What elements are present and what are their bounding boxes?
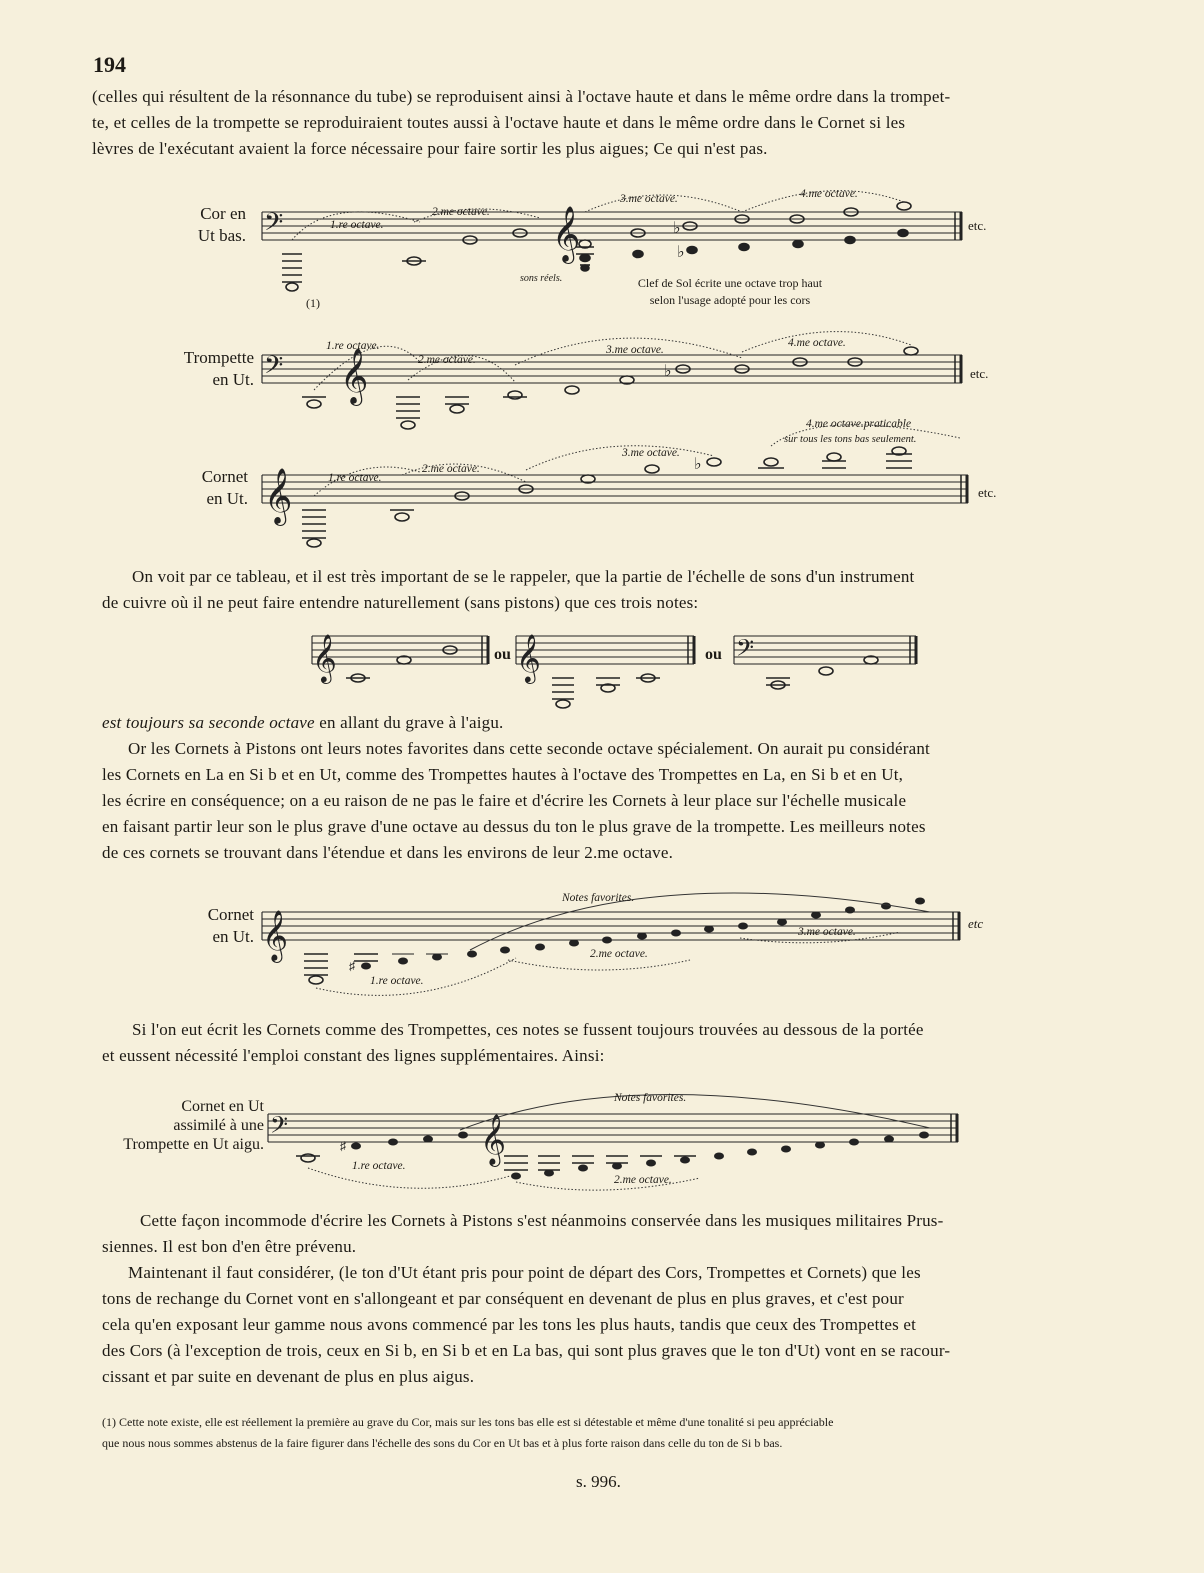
cornet-label: Cornet en Ut. (207, 905, 254, 946)
paragraph: Maintenant il faut considérer, (le ton d'Ut étant pris pour point de départ des Cors, Trompettes et Cornets) que les tons de rechange du Cornet vont en s'allongeant et par conséquent en devenant de plus en plus graves, et c'est pour cela qu'en exposant leur gamme nous avons commencé par les tons les plus hauts, tandis que ceux des Trompettes et des Cors (à l'exception de trois, ceux en Si b, en Si b et en La bas, qui sont plus graves que le ton d'Ut) vont en se racour- cissant et par suite en devenant de plus en plus aigus. (102, 1263, 951, 1386)
three-notes-figure (0, 625, 1204, 715)
octave-label: 2.me octave. (418, 354, 476, 366)
octave-label: 2.me octave. (590, 948, 648, 960)
page-number: 194 (93, 52, 126, 77)
svg-text:♯: ♯ (349, 959, 355, 973)
footnote: (1) Cette note existe, elle est réellement la première au grave du Cor, mais sur les tons bas elle est si détestable et même d'une tonalité si peu appréciable que nous nous sommes abstenus de la faire figurer dans l'échelle des sons du Cor en Ut bas et à plus forte raison dans celle du ton de Si b bas. (102, 1415, 834, 1450)
paragraph: Si l'on eut écrit les Cornets comme des Trompettes, ces notes se fussent toujours trouvées au dessous de la portée et eussent nécessité l'emploi constant des lignes supplémentaires. Ainsi: (102, 1020, 924, 1065)
octave-label: 4.me octave.praticable (806, 418, 912, 430)
octave-label: 3.me octave. (620, 193, 678, 205)
treble-clef-icon: 𝄞 (552, 208, 581, 261)
treble-clef-icon: 𝄞 (480, 1115, 507, 1164)
intro-paragraph (92, 84, 1132, 162)
harmonic-series-figure (0, 180, 1204, 560)
text-line: lèvres de l'exécutant avaient la force nécessaire pour faire sortir les plus aigues; Ce qui n'est pas. (92, 139, 768, 158)
sons-reels-label: sons réels. (520, 273, 563, 284)
text-line: (celles qui résultent de la résonnance du tube) se reproduisent ainsi à l'octave haute et dans le même ordre dans la trompet- (92, 87, 951, 106)
octave-label: 4.me octave. (800, 188, 858, 200)
treble-clef-icon: 𝄞 (340, 350, 369, 403)
trompette-label: Trompette en Ut. (183, 348, 254, 389)
emphasis: est toujours sa seconde octave (102, 713, 315, 732)
bass-clef-icon: 𝄢 (736, 636, 755, 667)
octave-label: 1.re octave. (370, 975, 424, 987)
cornet-assimile-label: Cornet en Ut assimilé à une Trompette en Ut aigu. (123, 1098, 264, 1153)
cor-label: Cor en Ut bas. (197, 204, 246, 245)
favorite-notes-label: Notes favorites. (614, 1092, 687, 1104)
trompette-notes (302, 347, 918, 429)
bass-clef-icon: 𝄢 (270, 1113, 289, 1144)
cor-note-1-marker: (1) (306, 296, 320, 310)
octave-label: 1.re octave. (352, 1160, 406, 1172)
svg-text:♭: ♭ (664, 363, 672, 380)
svg-text:♭: ♭ (694, 456, 702, 473)
treble-clef-icon: 𝄞 (262, 911, 289, 960)
octave-label: 4.me octave. (788, 337, 846, 349)
octave-label: 2.me octave. (614, 1174, 672, 1186)
cornet-notes (302, 447, 912, 547)
plate-number: s. 996. (576, 1472, 621, 1491)
octave-label: 3.me octave. (798, 926, 856, 938)
bass-clef-icon: 𝄢 (264, 209, 284, 242)
svg-text:♯: ♯ (340, 1139, 346, 1153)
octave-label: 1.re octave. (328, 472, 382, 484)
bass-clef-icon: 𝄢 (264, 352, 284, 385)
cornet-label: Cornet en Ut. (201, 467, 248, 508)
ou-separator: ou (494, 646, 511, 663)
svg-text:♭: ♭ (673, 220, 681, 237)
clef-note: Clef de Sol écrite une octave trop haut selon l'usage adopté pour les cors (637, 276, 823, 307)
svg-text:♭: ♭ (677, 244, 685, 261)
etc-label: etc. (978, 485, 997, 500)
treble-clef-icon: 𝄞 (516, 636, 541, 682)
octave-label: sur tous les tons bas seulement. (784, 434, 917, 445)
etc-label: etc. (970, 366, 989, 381)
octave-label: 1.re octave. (330, 219, 384, 231)
octave-label: 2.me octave. (422, 463, 480, 475)
treble-clef-icon: 𝄞 (264, 470, 293, 523)
paragraph: On voit par ce tableau, et il est très important de se le rappeler, que la partie de l'échelle de sons d'un instrument de cuivre où il ne peut faire entendre naturellement (sans pistons) que ces trois notes: (102, 567, 915, 612)
paragraph: Cette façon incommode d'écrire les Cornets à Pistons s'est néanmoins conservée dans les musiques militaires Prus- siennes. Il est bon d'en être prévenu. (102, 1211, 944, 1256)
favorite-notes-label: Notes favorites. (562, 892, 635, 904)
paragraph: est toujours sa seconde octave en allant du grave à l'aigu. Or les Cornets à Pistons ont leurs notes favorites dans cette seconde octave spécialement. On aurait pu considérant les Cornets en La en Si b et en Ut, comme des Trompettes hautes à l'octave des Trompettes en La, en Si b et en Ut, les écrire en conséquence; on a eu raison de ne pas le faire et d'écrire les Cornets à leur place sur l'échelle musicale en faisant partir leur son le plus grave d'une octave au dessus du ton le plus grave de la trompette. Les meilleurs notes de ces cornets se trouvant dans l'étendue et dans les environs de leur 2.me octave. (102, 713, 930, 862)
octave-label: 2.me octave. (432, 206, 490, 218)
etc-label: etc. (968, 218, 987, 233)
octave-label: 3.me octave. (606, 344, 664, 356)
text-line: te, et celles de la trompette se reproduiraient toutes aussi à l'octave haute et dans le même ordre dans le Cornet si les (92, 113, 906, 132)
treble-clef-icon: 𝄞 (312, 636, 337, 682)
trompette-notation-figure (0, 1085, 1204, 1205)
etc-label: etc (968, 916, 984, 931)
ou-separator: ou (705, 646, 722, 663)
octave-label: 3.me octave. (622, 447, 680, 459)
octave-label: 1.re octave. (326, 340, 380, 352)
